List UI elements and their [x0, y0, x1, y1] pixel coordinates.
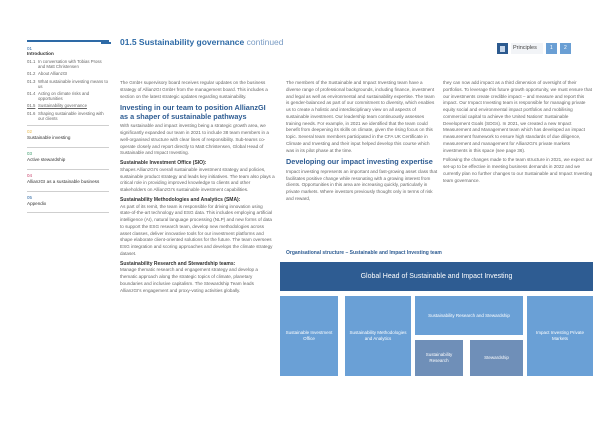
impact-heading: Developing our impact investing expertise: [286, 157, 433, 167]
page-2-button[interactable]: 2: [560, 43, 571, 54]
org-box-sio: Sustainable Investment Office: [280, 296, 338, 376]
org-box-stewardship: Stewardship: [470, 340, 523, 376]
page-title: 01.5 Sustainability governance continued: [120, 37, 284, 47]
org-box-global-head: Global Head of Sustainable and Impact Investing: [280, 262, 593, 291]
page-1-button[interactable]: 1: [546, 43, 557, 54]
toc-item-01-5[interactable]: 01.5 Sustainability governance: [27, 103, 87, 109]
section-title[interactable]: Introduction: [27, 51, 54, 56]
org-box-research-stewardship: Sustainability Research and Stewardship: [415, 296, 523, 335]
org-chart: [280, 260, 600, 400]
principles-button[interactable]: Principles: [511, 43, 543, 54]
column-1: [120, 80, 275, 297]
org-chart-title: Organisational structure – Sustainable and Impact Investing team: [286, 250, 442, 256]
toc-section-02[interactable]: 02 Sustainable investing: [27, 125, 109, 143]
intro-paragraph: The GmbH supervisory board receives regular updates on the business strategy of AllianzGI GmbH from the management board. This includes a section on the latest strategic updates regarding sustainability.: [120, 80, 268, 99]
toc-item-01-6[interactable]: 01.6 Shaping sustainable investing with our clients: [27, 110, 104, 121]
impact-paragraph: Impact investing represents an important and fast-growing asset class that facilitates positive change while resonating with a growing interest from clients. Opportunities in this area are increasing quickly, particularly in private markets. Where investors previously thought only in terms of risk and reward,: [286, 168, 438, 201]
sio-paragraph: Shapes AllianzGI's overall sustainable investment strategy and policies, sustainable product strategy and leads key initiatives. The team also plays a critical role in providing improved knowledge to clients and other stakeholders on AllianzGI's sustainable investment capabilities.: [120, 166, 275, 192]
page-navigation: [497, 43, 571, 54]
column-2: [286, 80, 438, 206]
toc-item-01-2[interactable]: 01.2 About AllianzGI: [27, 71, 68, 77]
sma-heading: Sustainability Methodologies and Analytics (SMA):: [120, 196, 241, 203]
team-diversity-paragraph: The members of the Sustainable and Impact Investing team have a diverse range of professional backgrounds, including finance, investment and legal as well as environmental and sustainability expertise. The team is gender-balanced as part of our commitment to diversity, which enables us to create a holistic and interdisciplinary view on all aspects of sustainable investment. Our leadership team continuously assesses training needs. For example, in 2021 we identified that the team could benefit from deepening its skills on climate, given the rising focus on this topic. Several team members participated in the CFA UK Certificate in Climate and Investing and their input helped develop this course which was in its pilot phase at the time.: [286, 80, 435, 153]
team-structure-paragraph: Following the changes made to the team structure in 2021, we expect our set-up to be effective in meeting business demands in 2022 and we currently plan no further changes to our Sustainable and Impact Investing team governance.: [443, 157, 593, 183]
srs-paragraph: Manage thematic research and engagement strategy and develop a thematic approach along the strategic topics of climate, planetary boundaries and inclusive capitalism. The Stewardship Team leads AllianzGI's engagement and proxy-voting activities globally.: [120, 267, 258, 293]
toc-section-04[interactable]: 04 AllianzGI as a sustainable business: [27, 169, 109, 187]
impact-continued-paragraph: they can now add impact as a third dimension of oversight of their portfolios. To leverage this future growth opportunity, we must ensure that our investments create credible impact – and measure and report this impact. Our Impact Investing team is responsible for managing private equity social and environmental impact portfolios and mobilising commercial capital to achieve the United Nations' Sustainable Development Goals (SDGs). In 2021, we created a new Impact Measurement and Management team which has developed an impact measurement framework to ensure high standards of due diligence, measurement and management for AllianzGI's private markets investments in this space (see page 36).: [443, 80, 592, 153]
sio-heading: Sustainable Investment Office (SIO):: [120, 160, 207, 166]
section-number: 01: [27, 46, 33, 51]
org-box-impact-investing: Impact Investing Private Markets: [527, 296, 593, 376]
org-box-sma: Sustainability Methodologies and Analytics: [345, 296, 411, 376]
team-heading: Investing in our team to position AllianzGI as a shaper of sustainable pathways: [120, 103, 266, 121]
toc-item-01-1[interactable]: 01.1 In conversation with Tobias Pross and Matt Christensen: [27, 59, 102, 70]
table-of-contents: [27, 40, 109, 213]
sidebar-divider: [27, 212, 109, 213]
toc-section-05[interactable]: 05 Appendix: [27, 191, 109, 209]
team-paragraph: With sustainable and impact investing being a strategic growth area, we significantly expanded our team in 2021 to include 38 team members in a well-organised structure with clear lines of responsibility. Sub-teams co-operate closely and report directly to Matt Christensen, Global Head of Sustainable and Impact Investing.: [120, 123, 269, 156]
toc-item-01-3[interactable]: 01.3 What sustainable investing means to us: [27, 78, 108, 89]
sidebar-accent-bar: [27, 40, 109, 42]
principles-document-icon[interactable]: [497, 43, 508, 54]
toc-section-03[interactable]: 03 Active stewardship: [27, 147, 109, 165]
toc-item-01-4[interactable]: 01.4 Acting on climate risks and opportunities: [27, 91, 90, 102]
srs-heading: Sustainability Research and Stewardship teams:: [120, 260, 236, 267]
org-box-research: Sustainability Research: [415, 340, 463, 376]
sma-paragraph: As part of its remit, the team is responsible for driving innovation using state-of-the-art technology and ESG data. This includes employing artificial intelligence (AI), natural language processing (NLP) and new forms of data to support the ESG research team, develop new methodologies across asset classes, deliver innovative tools for our investment platforms and shape elaborate client-oriented solutions for the future. The team oversees ESG integration and scoring approaches and develops the climate strategy dataset.: [120, 203, 273, 256]
title-accent-dash: [101, 42, 111, 44]
column-3: [443, 80, 595, 187]
